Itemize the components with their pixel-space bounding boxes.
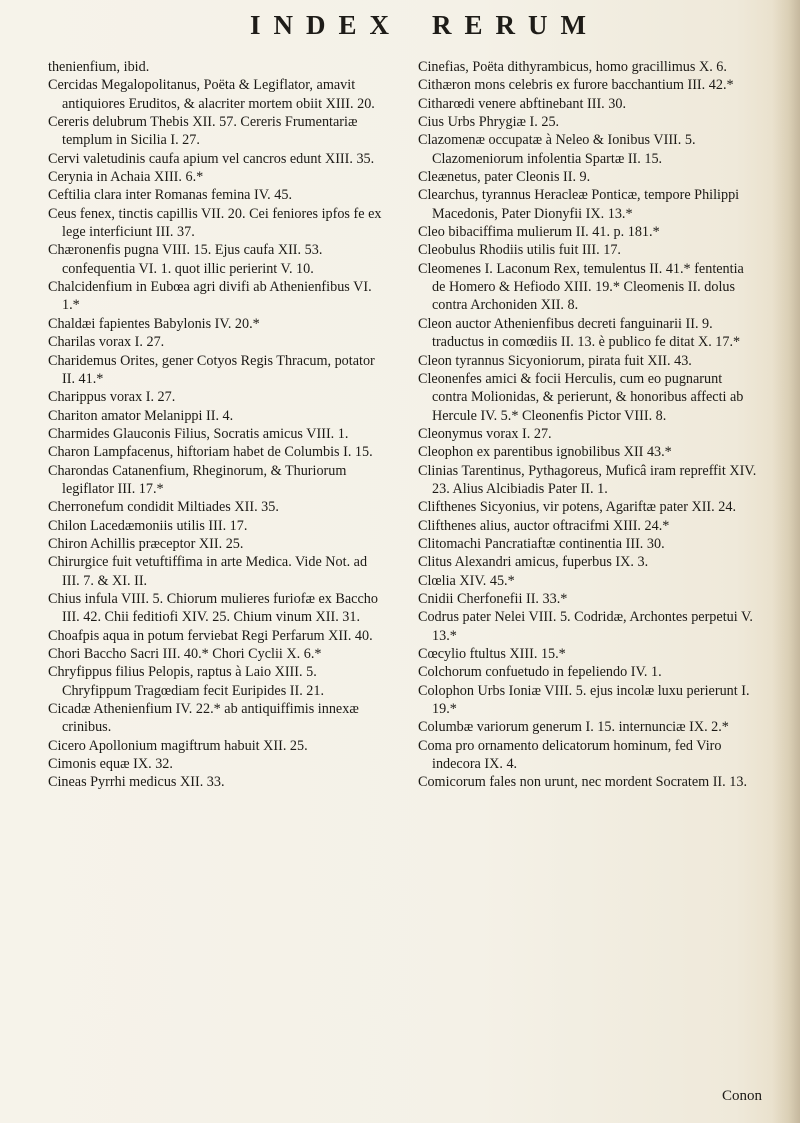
index-entry: Charidemus Orites, gener Cotyos Regis Thracum, potator II. 41.* <box>48 352 375 387</box>
index-entry: Charondas Catanenfium, Rheginorum, & Thuriorum legiflator III. 17.* <box>48 462 347 497</box>
index-entry: Cleobulus Rhodiis utilis fuit III. 17. <box>418 242 621 259</box>
index-entry: Clazomenæ occupatæ à Neleo & Ionibus VIII. 5. Clazomeniorum infolentia Spartæ II. 15. <box>418 132 696 167</box>
running-head <box>0 10 800 50</box>
index-entry: Chius infula VIII. 5. Chiorum mulieres furiofæ ex Baccho III. 42. Chii feditiofi XIV. 25. Chium vinum XII. 31. <box>48 590 378 626</box>
index-entry: Charon Lampfacenus, hiftoriam habet de Columbis I. 15. <box>48 444 373 461</box>
catchword: Conon <box>722 1088 763 1104</box>
index-entry: Cerynia in Achaia XIII. 6.* <box>48 169 204 186</box>
index-entry: Cœcylio ftultus XIII. 15.* <box>418 646 566 662</box>
index-entry: Cicadæ Athenienfium IV. 22.* ab antiquiffimis innexæ crinibus. <box>48 701 359 736</box>
index-column-right <box>418 58 758 792</box>
index-entry: Cleophon ex parentibus ignobilibus XII 43.* <box>418 444 672 461</box>
index-entry: Clitomachi Pancratiaftæ continentia III. 30. <box>418 535 665 552</box>
index-entry: Codrus pater Nelei VIII. 5. Codridæ, Archontes perpetui V. 13.* <box>418 609 753 644</box>
index-entry: Clinias Tarentinus, Pythagoreus, Muficâ iram repreffit XIV. 23. Alius Alcibiadis Pater II. 1. <box>418 462 757 497</box>
index-entry: Columbæ variorum generum I. 15. internunciæ IX. 2.* <box>418 719 729 736</box>
index-entry: Clifthenes alius, auctor oftracifmi XIII. 24.* <box>418 517 670 534</box>
index-entry: Cleon tyrannus Sicyoniorum, pirata fuit XII. 43. <box>418 352 692 369</box>
index-entry: Charilas vorax I. 27. <box>48 334 165 351</box>
index-entry: Clifthenes Sicyonius, vir potens, Agariftæ pater XII. 24. <box>418 499 736 516</box>
index-entry: Cleo bibaciffima mulierum II. 41. p. 181.* <box>418 224 660 241</box>
index-entry: Cervi valetudinis caufa apium vel cancros edunt XIII. 35. <box>48 150 375 167</box>
index-entry: Chori Baccho Sacri III. 40.* Chori Cyclii X. 6.* <box>48 646 322 662</box>
index-entry: Chilon Lacedæmoniis utilis III. 17. <box>48 517 248 534</box>
index-entry: Cicero Apollonium magiftrum habuit XII. 25. <box>48 737 308 754</box>
index-entry: thenienfium, ibid. <box>48 59 150 75</box>
index-entry: Cnidii Cherfonefii II. 33.* <box>418 590 568 607</box>
index-column-left <box>48 58 388 792</box>
index-entry: Chariton amator Melanippi II. 4. <box>48 407 234 424</box>
index-entry: Clearchus, tyrannus Heracleæ Ponticæ, tempore Philippi Macedonis, Pater Dionyfii IX. 13.* <box>418 187 740 222</box>
index-entry: Cius Urbs Phrygiæ I. 25. <box>418 114 560 131</box>
index-entry: Cineas Pyrrhi medicus XII. 33. <box>48 774 225 791</box>
index-entry: Cleonenfes amici & focii Herculis, cum eo pugnarunt contra Molionidas, & perierunt, & honoribus affecti ab Hercule IV. 5.* Cleonenfis Pictor VIII. 8. <box>418 370 744 424</box>
index-entry: Cinefias, Poëta dithyrambicus, homo gracillimus X. 6. <box>418 59 727 75</box>
index-entry: Charmides Glauconis Filius, Socratis amicus VIII. 1. <box>48 425 349 442</box>
index-entry: Charippus vorax I. 27. <box>48 389 176 406</box>
index-entry: Cithæron mons celebris ex furore bacchantium III. 42.* <box>418 77 734 94</box>
index-entry: Cleomenes I. Laconum Rex, temulentus II. 41.* fententia de Homero & Hefiodo XIII. 19.* Cleomenis II. dolus contra Archoniden XII. 8. <box>418 260 744 314</box>
index-entry: Chryfippus filius Pelopis, raptus à Laio XIII. 5. Chryfippum Tragœdiam fecit Euripides II. 21. <box>48 664 325 699</box>
index-entry: Comicorum fales non urunt, nec mordent Socratem II. 13. <box>418 774 747 791</box>
index-entry: Chirurgice fuit vetuftiffima in arte Medica. Vide Not. ad III. 7. & XI. II. <box>48 554 368 589</box>
index-entry: Chaldæi fapientes Babylonis IV. 20.* <box>48 315 260 332</box>
index-entry: Cherronefum condidit Miltiades XII. 35. <box>48 499 279 516</box>
index-entry: Cimonis equæ IX. 32. <box>48 756 173 773</box>
index-entry: Cleon auctor Athenienfibus decreti fanguinarii II. 9. traductus in comœdiis II. 13. è publico fe ditat X. 17.* <box>418 315 741 351</box>
running-head-index: INDEX <box>250 10 403 40</box>
index-entry: Clœlia XIV. 45.* <box>418 572 515 589</box>
index-entry: Choafpis aqua in potum ferviebat Regi Perfarum XII. 40. <box>48 627 373 644</box>
index-entry: Ceftilia clara inter Romanas femina IV. 45. <box>48 187 292 204</box>
index-entry: Cereris delubrum Thebis XII. 57. Cereris Frumentariæ templum in Sicilia I. 27. <box>48 114 358 149</box>
index-entry: Coma pro ornamento delicatorum hominum, fed Viro indecora IX. 4. <box>418 737 722 773</box>
index-entry: Colophon Urbs Ioniæ VIII. 5. ejus incolæ luxu perierunt I. 19.* <box>418 682 750 718</box>
index-entry: Clitus Alexandri amicus, fuperbus IX. 3. <box>418 554 649 571</box>
running-head-rerum: RERUM <box>432 10 599 40</box>
page-edge-shadow <box>772 0 800 1123</box>
index-entry: Cercidas Megalopolitanus, Poëta & Legiflator, amavit antiquiores Eruditos, & alacriter mortem obiit XIII. 20. <box>48 77 375 112</box>
index-entry: Chiron Achillis præceptor XII. 25. <box>48 535 244 552</box>
index-entry: Colchorum confuetudo in fepeliendo IV. 1. <box>418 664 662 681</box>
index-entry: Ceus fenex, tinctis capillis VII. 20. Cei feniores ipfos fe ex lege interficiunt III. 37. <box>48 205 382 241</box>
index-entry: Cleonymus vorax I. 27. <box>418 425 552 442</box>
index-entry: Cleænetus, pater Cleonis II. 9. <box>418 169 591 186</box>
index-entry: Chalcidenfium in Eubœa agri divifi ab Athenienfibus VI. 1.* <box>48 279 372 314</box>
index-entry: Citharœdi venere abftinebant III. 30. <box>418 95 627 112</box>
index-entry: Chæronenfis pugna VIII. 15. Ejus caufa XII. 53. confequentia VI. 1. quot illic perierint V. 10. <box>48 242 323 277</box>
